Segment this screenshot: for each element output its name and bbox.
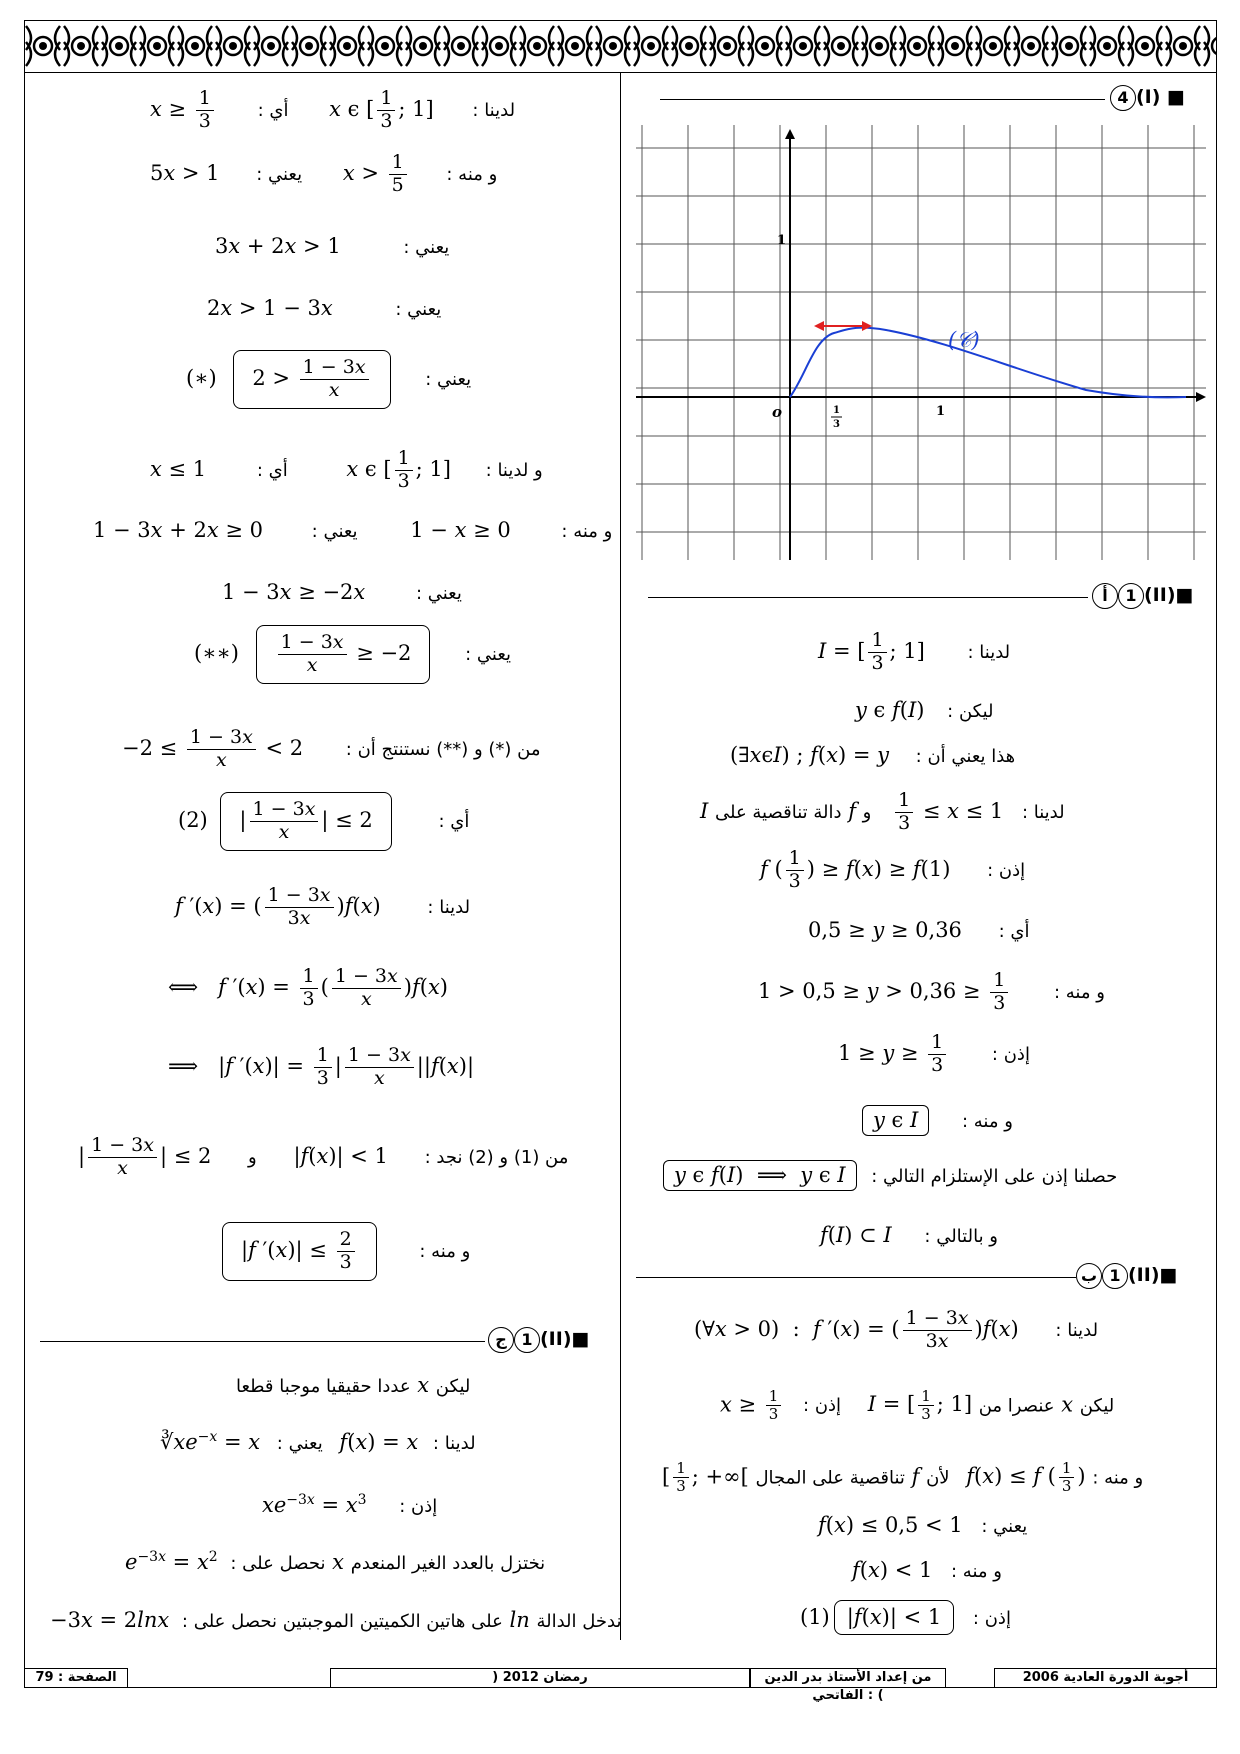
line-l21: −3x = 2lnx على هاتين الكميتين الموجبتين نحصل على : ln ندخل الدالة xyxy=(50,1608,622,1632)
line-l7: 1 − 3x + 2x ≥ 0 يعني : 1 − x ≥ 0 و منه : xyxy=(93,518,613,542)
line-r17: (1) |f(x)| < 1 إذن : xyxy=(800,1600,1011,1635)
section-header-1b-II: ب 1 (II)■ xyxy=(636,1263,1206,1293)
line-r1: I = [ $\frac{1}{3}$ ; 1] لدينا : xyxy=(818,629,1011,674)
line-l9: (∗∗) $\frac{1 - 3x}{x}$ ≥ −2 يعني : xyxy=(194,625,511,684)
line-l8: 1 − 3x ≥ −2x يعني : xyxy=(222,580,462,604)
line-l14: ⟹ |f ′(x)| = $\frac{1}{3}$ | $\frac{1 - 3x}{x}$ ||f(x)| xyxy=(168,1044,475,1089)
line-r16: f(x) < 1 و منه : xyxy=(852,1558,1002,1582)
line-l6: x ≤ 1 أي : x ϵ [ $\frac{1}{3}$ ; 1] و لدينا : xyxy=(150,447,543,492)
line-r14: [ $\frac{1}{3}$ ; +∞[ تناقصية على المجال f لأن f(x) ≤ f ( $\frac{1}{3}$ ) و منه : xyxy=(662,1459,1144,1496)
line-l3: 3x + 2x > 1 يعني : xyxy=(215,234,450,258)
line-l13: ⟺ f ′(x) = $\frac{1}{3}$ ( $\frac{1 - 3x}{x}$ )f(x) xyxy=(168,965,448,1010)
line-r4: I دالة تناقصية على f و $\frac{1}{3}$ ≤ x ≤ 1 لدينا : xyxy=(700,789,1065,834)
line-r3: (∃xϵI) ; f(x) = y هذا يعني أن : xyxy=(730,743,1016,767)
line-l5: (∗) 2 > $\frac{1 - 3x}{x}$ يعني : xyxy=(186,350,471,409)
line-l16: |f ′(x)| ≤ $\frac{2}{3}$ و منه : xyxy=(222,1222,470,1281)
line-l1: x ≥ $\frac{1}{3}$ أي : x ϵ [ $\frac{1}{3}$ ; 1] لدينا : xyxy=(150,87,516,132)
line-l15: | $\frac{1 - 3x}{x}$ | ≤ 2 و |f(x)| < 1 من (1) و (2) نجد : xyxy=(78,1134,569,1179)
footer-author: من إعداد الأستاذ بدر الدين الفاتحي : ( xyxy=(750,1668,946,1688)
line-r13: x ≥ $\frac{1}{3}$ إذن : I = [ $\frac{1}{3}$ ; 1] عنصرا من x ليكن xyxy=(720,1387,1115,1424)
line-r10: y ϵ f(I) ⟹ y ϵ I حصلنا إذن على الإستلزام التالي : xyxy=(663,1160,1117,1191)
line-l4: 2x > 1 − 3x يعني : xyxy=(207,296,442,320)
line-l10: −2 ≤ $\frac{1 - 3x}{x}$ < 2 من (*) و (**) نستنتج أن : xyxy=(122,726,541,771)
line-r9: y ϵ I و منه : xyxy=(862,1105,1013,1136)
line-l19: $xe^{-3x} = x^3$ إذن : xyxy=(262,1492,438,1517)
line-r2: y ϵ f(I) ليكن : xyxy=(855,698,994,722)
line-l12: f ′(x) = ( $\frac{1 - 3x}{3x}$ )f(x) لدينا : xyxy=(175,884,471,929)
column-divider xyxy=(620,72,621,1640)
line-r12: (∀x > 0) : f ′(x) = ( $\frac{1 - 3x}{3x}$ )f(x) لدينا : xyxy=(694,1307,1099,1352)
line-l20: $e^{-3x} = x^2$ نحصل على : x نختزل بالعدد الغير المنعدم xyxy=(125,1549,546,1574)
y-tick-1: 1 xyxy=(777,233,787,248)
footer-date: ) رمضان 2012 xyxy=(330,1668,750,1688)
curve-C xyxy=(790,328,1186,398)
origin-label: o xyxy=(772,403,783,421)
page-number: الصفحة : 79 xyxy=(24,1668,128,1688)
x-tick-1: 1 xyxy=(936,404,946,419)
section-header-1c-II: ج 1 (II)■ xyxy=(40,1327,615,1357)
line-r15: f(x) ≤ 0,5 < 1 يعني : xyxy=(818,1513,1028,1537)
line-r5: f ( $\frac{1}{3}$ ) ≥ f(x) ≥ f(1) إذن : xyxy=(760,847,1026,892)
line-r6: 0,5 ≥ y ≥ 0,36 أي : xyxy=(808,918,1030,942)
footer-answers: أجوبة الدورة العادية 2006 xyxy=(994,1668,1217,1688)
section-header-1a-II: أ 1 (II)■ xyxy=(648,583,1203,613)
line-r11: f(I) ⊂ I و بالتالي : xyxy=(820,1223,998,1247)
line-l17: عددا حقيقيا موجبا قطعا x ليكن xyxy=(236,1373,471,1397)
x-tick-third-den: 3 xyxy=(833,419,840,430)
line-r8: 1 ≥ y ≥ $\frac{1}{3}$ إذن : xyxy=(838,1031,1030,1076)
section-header-4-I: 4 (I) ■ xyxy=(660,85,1200,115)
line-l18: $∛xe^{-x} = x$ يعني : f(x) = x لدينا : xyxy=(160,1429,476,1454)
line-l2: 5x > 1 يعني : x > $\frac{1}{5}$ و منه : xyxy=(150,151,498,196)
curve-label: (𝒞) xyxy=(948,328,980,352)
x-tick-third-num: 1 xyxy=(833,405,840,416)
line-l11: (2) | $\frac{1 - 3x}{x}$ | ≤ 2 أي : xyxy=(178,792,469,851)
function-graph xyxy=(636,125,1212,560)
line-r7: 1 > 0,5 ≥ y > 0,36 ≥ $\frac{1}{3}$ و منه : xyxy=(758,969,1105,1014)
